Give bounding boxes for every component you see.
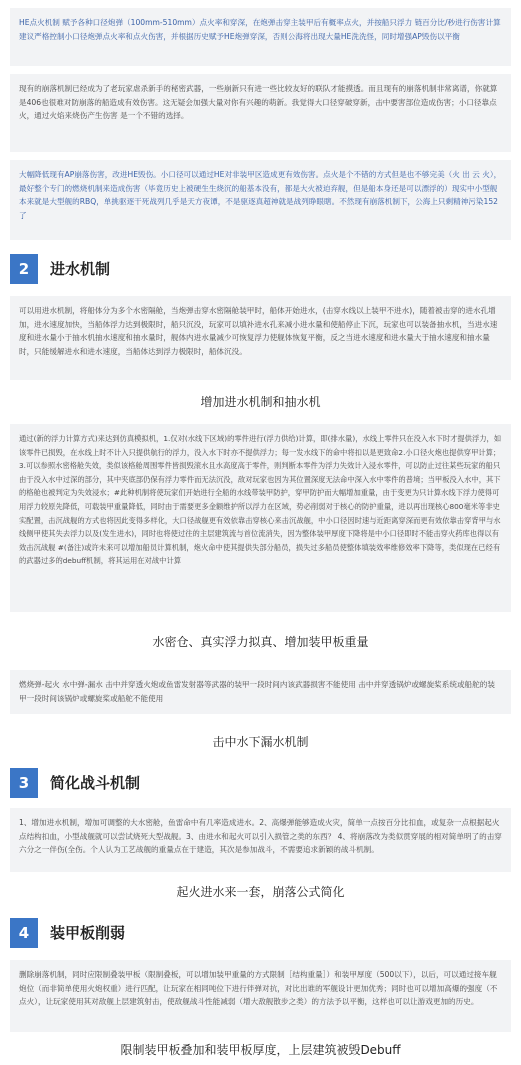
caption-buoyancy: 水密仓、真实浮力拟真、增加装甲板重量 [152, 635, 369, 649]
intro-paragraph-3: 大幅降低现有AP崩落伤害，改进HE毁伤。小口径可以通过HE对非装甲区造成更有效伤害。点火是个不错的方式但是也不够完美（火 出 云 火），最好整个专门的燃烧机制来造成伤害（毕竟历史上被硬生生烧沉的船基本没有，都是大火被迫弃舰，但是船本身还是可以漂浮的）现实中小型舰本来就是大型舰的RBQ，单挑驱逐干死战列几乎是天方夜谭，不是驱逐真超神就是战列睁眼瞎。不然现有崩落机制下，公海上只剩精神污染152了 [10, 160, 511, 240]
caption-armor-nerf: 限制装甲板叠加和装甲板厚度，上层建筑被毁Debuff [120, 1043, 401, 1057]
section-number-badge: 4 [10, 918, 38, 948]
section-number-badge: 3 [10, 768, 38, 798]
section-number-badge: 2 [10, 254, 38, 284]
intro-paragraph-2: 现有的崩落机制已经成为了老玩家虐杀新手的秘密武器，一些崩新只有进一些比较友好的联队才能摸透。而且现有的崩落机制非常离谱，你就算是406也很难对防崩落的船造成有效伤害。这无疑会加强大量对你有兴趣的萌新。我觉得大口径穿破穿新，击中要害部位造成伤害；小口径靠点火，通过火焰来烧伤产生伤害 是一个不错的选择。 [10, 74, 511, 152]
section-text-simplify-combat: 1、增加进水机制，增加可调整的大水密舱，鱼雷命中有几率造成进水。2、高爆弹能够造成火灾，简单一点按百分比扣血，或复杂一点根据起火点结构扣血，小型战舰就可以尝试烧死大型战舰。3、由进水和起火可以引入损管之类的东西？ 4、将崩落改为类似贯穿展的相对简单明了的击穿六分之一伴伤(全伤。个人认为工艺战舰的重量点在于建造，其次是参加战斗，不需要追求新颖的战斗机制。 [10, 808, 511, 872]
caption-water-ingress: 增加进水机制和抽水机 [200, 395, 321, 409]
section-title: 装甲板削弱 [50, 924, 126, 942]
caption-simplify-combat: 起火进水来一套，崩落公式简化 [176, 885, 345, 899]
intro-paragraph-1: HE点火机制 赋予各种口径炮弹（100mm-510mm）点火率和穿深，在炮弹击穿主装甲后有概率点火，并按船只浮力 链百分比/秒进行伤害计算 建议严格控制小口径炮弹点火率和点火伤害，并根据历史赋予HE炮弹穿深，否则公海将出现大量HE洗洗怪，同时增强AP毁伤以平衡 [10, 8, 511, 66]
section-title: 进水机制 [50, 260, 111, 278]
hit-effects-text: 燃烧弹-起火 水中弹-漏水 击中并穿透火炮或鱼雷发射器等武器的装甲一段时间内该武器损害不能使用 击中并穿透锅炉或螺旋桨系统或船舵的装甲一段时间该锅炉或螺旋桨或船舵不能使用 [10, 670, 511, 714]
detail-buoyancy-text: 通过(新的浮力计算方式)来达到仿真模拟机，1.仅对(水线下区域)的零件进行(浮力供给)计算，即(排水量)，水线上零件只在没入水下时才提供浮力，如该零件已损毁，在水线上时不计入只提供航行的浮力，没入水下时亦不提供浮力；每一发水线下的命中将扣以是更致命2.小口径火炮也提供穿甲计算；3.可以参照水密格舱失效，类似该格舱周围零件皆损毁滚水且水高度高于零件，则判断本零件为浮力失效计入浸水零件，可以防止过往某些玩家的船只由于没入水中过深的部分，其中夹底部仍保有浮力零件而无法沉没，敌对玩家也因为其位置深度无法命中深入水中零件的普境；当甲板没入水中，其下的格舱也被判定为失效浸水；#此种机制将使玩家们开始进行全船的水线带装甲防护，穿甲防护而大幅增加重量，由于变更为只计算水线下浮力使得可用浮力较原先降低，可载装甲重量降低，同时由于需要更多金额维护所以浮力在区域，势必削弱对于核心的防护重量，进以再出现核心800毫米等非史实配置，击沉战舰的方式也将因此变得多样化，大口径战舰更有效依靠击穿核心来击沉战舰，中小口径因时速与近距离穿深而更有效依靠击穿背甲与水线侧甲使其失去浮力以及(发生进水)，同时也将使过往的主层建筑流与首位流消失，因为整体装甲厚度下降将是中小口径即时不能击穿火药库也得以有效击沉战舰 #(备注)或许未来可以增加船员计算机制，炮火命中使其提供失部分船员，损失过多船员使整体填装效率维修效率下降等，类似现在已经有的武器过多的debuff机制，将其运用在对战中计算 [10, 424, 511, 612]
caption-hit-effects: 击中水下漏水机制 [212, 735, 309, 749]
section-text-water-ingress: 可以用进水机制，将船体分为多个水密隔舱，当炮弹击穿水密隔舱装甲时，船体开始进水，(击穿水线以上装甲不进水)，随着被击穿的进水孔增加，进水速度加快，当船体浮力达到极限时，船只沉没，玩家可以填补进水孔来减小进水量和使船停止下沉，玩家也可以装备抽水机，当进水速度和进水量小于抽水机抽水速度和抽水量时，舰体内进水量减少可恢复浮力使舰体恢复平衡，反之当进水速度和进水量大于抽水速度和抽水量时，只能缓解进水和进水速度，当船体达到浮力极限时，船体沉没。 [10, 296, 511, 380]
section-title: 简化战斗机制 [50, 774, 141, 792]
section-text-armor-nerf: 删除崩落机制，同时应限制叠装甲板（限制叠板，可以增加装甲重量的方式限制［结构重量］）和装甲厚度（500以下），以后，可以通过接车舰炮位（而非简单使用火炮权重）进行匹配，让玩家在相同吨位下进行伴弹对抗，对比出谁的军舰设计更加优秀；同时也可以增加高爆的强度（不点火），让玩家使用其对敌舰上层建筑射击，使敌舰战斗性能减弱（增大敌舰散步之类）的方法予以平衡，这样也可以让游戏更加的历史。 [10, 960, 511, 1032]
